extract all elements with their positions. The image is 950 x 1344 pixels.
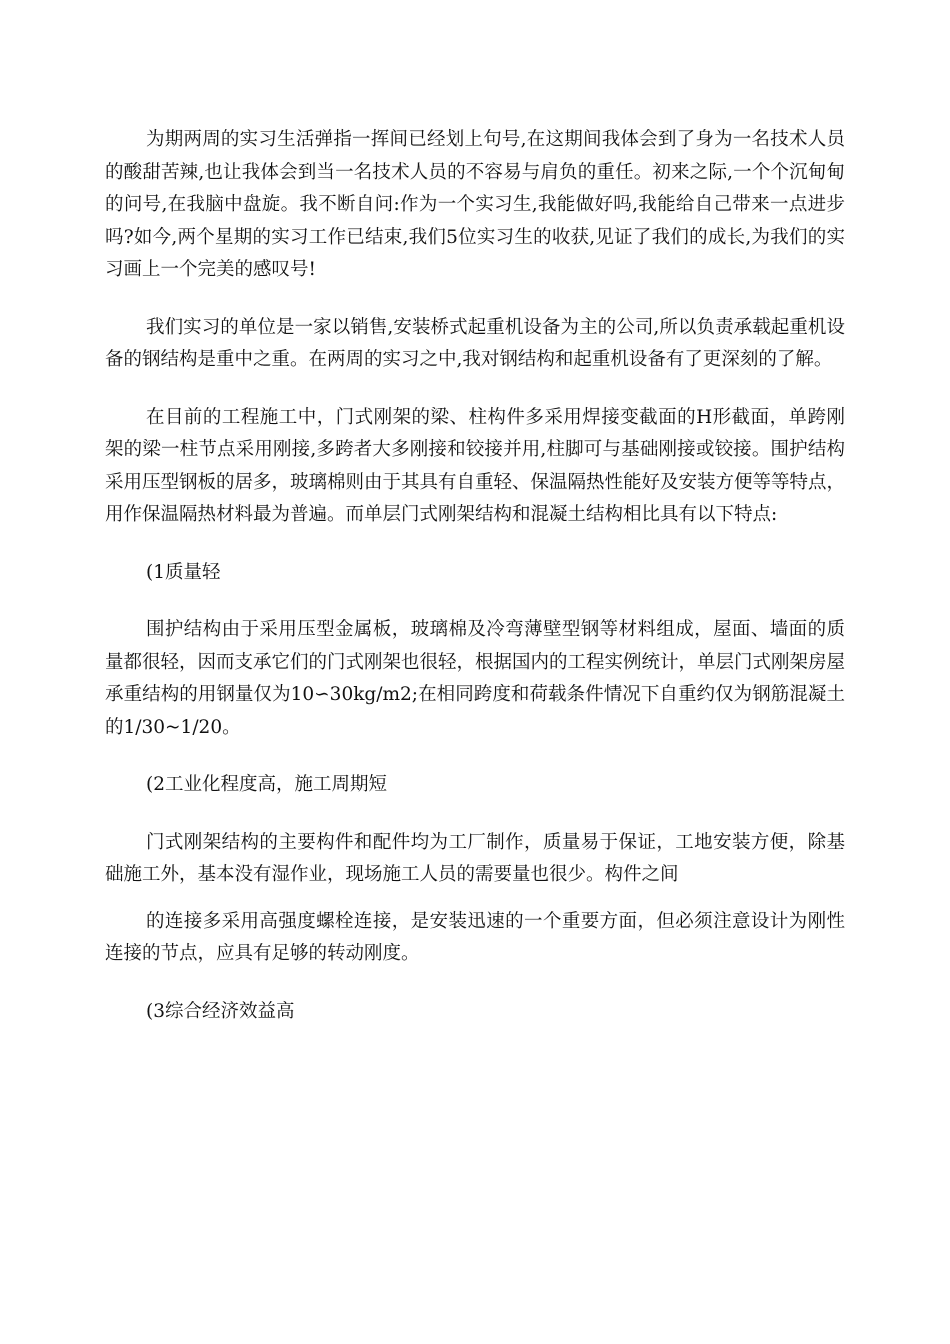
paragraph-internship-summary: 为期两周的实习生活弹指一挥间已经划上句号,在这期间我体会到了身为一名技术人员的酸甜苦辣,也让我体会到当一名技术人员的不容易与肩负的重任。初来之际,一个个沉甸甸的问号,在我脑中盘旋。我不断自问:作为一个实习生,我能做好吗,我能给自己带来一点进步吗?如今,两个星期的实习工作已结束,我们5位实习生的收获,见证了我们的成长,为我们的实习画上一个完美的感叹号! [105,129,845,280]
heading-light-weight: (1质量轻 [146,561,221,583]
paragraph-company-intro: 我们实习的单位是一家以销售,安装桥式起重机设备为主的公司,所以负责承载起重机设备的钢结构是重中之重。在两周的实习之中,我对钢结构和起重机设备有了更深刻的了解。 [105,316,845,370]
paragraph-bolt-connection: 的连接多采用高强度螺栓连接，是安装迅速的一个重要方面，但必须注意设计为刚性连接的节点，应具有足够的转动刚度。 [105,910,845,964]
document-page [105,124,845,1053]
paragraph-portal-frame-features: 在目前的工程施工中，门式刚架的梁、柱构件多采用焊接变截面的H形截面，单跨刚架的梁一柱节点采用刚接,多跨者大多刚接和铰接并用,柱脚可与基础刚接或铰接。围护结构采用压型钢板的居多，玻璃棉则由于其具有自重轻、保温隔热性能好及安装方便等等特点，用作保温隔热材料最为普遍。而单层门式刚架结构和混凝土结构相比具有以下特点: [105,406,846,525]
heading-economic-benefit: (3综合经济效益高 [146,1000,295,1022]
paragraph-factory-production: 门式刚架结构的主要构件和配件均为工厂制作，质量易于保证，工地安装方便，除基础施工外，基本没有湿作业，现场施工人员的需要量也很少。构件之间 [105,831,845,885]
paragraph-light-weight: 围护结构由于采用压型金属板，玻璃棉及冷弯薄壁型钢等材料组成，屋面、墙面的质量都很轻，因而支承它们的门式刚架也很轻，根据国内的工程实例统计，单层门式刚架房屋承重结构的用钢量仅为10∽30kg/m2;在相同跨度和荷载条件情况下自重约仅为钢筋混凝土的1/30~1/20。 [105,619,846,738]
heading-industrialization: (2工业化程度高，施工周期短 [146,774,387,795]
